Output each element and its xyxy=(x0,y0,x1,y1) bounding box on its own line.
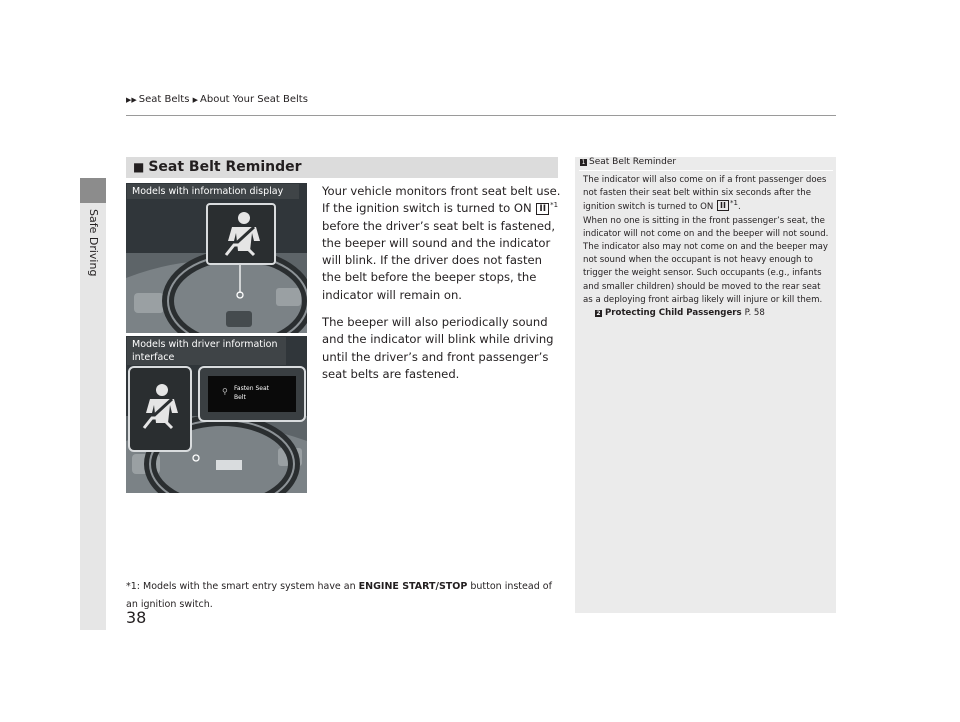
footnote-prefix: *1: Models with the smart entry system have an xyxy=(126,581,359,592)
note-body xyxy=(583,174,829,320)
multi-info-display-callout xyxy=(198,366,306,422)
breadcrumb-item-seat-belts[interactable]: Seat Belts xyxy=(138,94,190,105)
footnote-suffix: button instead of an ignition switch. xyxy=(126,581,552,610)
note-title-text: Seat Belt Reminder xyxy=(589,157,677,167)
body-text xyxy=(322,183,562,393)
display-screen xyxy=(208,376,296,412)
note-icon: 1 xyxy=(581,159,586,166)
footnote-ref: *1 xyxy=(550,201,559,210)
side-tab-label: Safe Driving xyxy=(87,209,100,277)
note-paragraph-2: When no one is sitting in the front passenger’s seat, the indicator will not come on and the beeper will not sound. The indicator also may not come on and the beeper may not sound when the occupant is not heavy enough to trigger the weight sensor. Such occupants (e.g., infants and smaller children) should be moved to the rear seat as a deploying front airbag likely will injure or kill them. xyxy=(583,215,829,305)
link-page[interactable]: P. 58 xyxy=(744,308,765,319)
link-arrow-icon: 2 xyxy=(596,310,601,318)
display-message xyxy=(234,384,269,402)
body-p1-part-a: Your vehicle monitors front seat belt use. If the ignition switch is turned to ON xyxy=(322,184,561,216)
breadcrumb-arrow-icon: ▶▶ xyxy=(126,96,137,104)
section-title-text: Seat Belt Reminder xyxy=(148,159,302,175)
note-p1-text: The indicator will also come on if a front passenger does not fasten their seat belt within six seconds after the ignition switch is turned to ON xyxy=(583,175,827,213)
breadcrumb-item-about-seat-belts[interactable]: About Your Seat Belts xyxy=(200,94,308,105)
ignition-position-key: II xyxy=(536,203,549,215)
display-message-line1: Fasten Seat xyxy=(234,385,269,392)
note-paragraph-1 xyxy=(583,174,829,215)
link-text[interactable]: Protecting Child Passengers xyxy=(605,308,742,319)
note-p1-end: . xyxy=(737,202,741,213)
breadcrumb-arrow-icon: ▶ xyxy=(192,96,199,104)
seat-belt-icon xyxy=(130,368,190,450)
section-marker-icon: ■ xyxy=(133,160,145,174)
note-divider xyxy=(579,170,833,171)
section-title xyxy=(133,157,302,178)
body-paragraph-2: The beeper will also periodically sound and the indicator will blink while driving until the driver’s and front passenger’s seat belts are fastened. xyxy=(322,315,554,381)
display-message-line2: Belt xyxy=(234,394,246,401)
seat-belt-indicator-callout xyxy=(128,366,192,452)
illustration-caption: Models with driver information interface xyxy=(127,337,286,365)
seat-belt-icon xyxy=(208,205,274,263)
cross-reference-link[interactable] xyxy=(595,307,829,320)
footnote-ref: *1 xyxy=(730,199,738,208)
footnote xyxy=(126,578,566,614)
ignition-position-key: II xyxy=(717,200,729,211)
body-paragraph-1 xyxy=(322,183,562,304)
breadcrumb xyxy=(126,94,308,105)
seat-belt-indicator-callout xyxy=(206,203,276,265)
side-tab-marker xyxy=(80,178,106,203)
illustration-driver-information-interface xyxy=(126,336,307,493)
footnote-bold: ENGINE START/STOP xyxy=(358,581,468,592)
page-number: 38 xyxy=(126,608,147,627)
seat-belt-small-icon: ⚲ xyxy=(222,387,228,396)
header-divider xyxy=(126,115,836,116)
illustration-caption: Models with information display xyxy=(127,184,299,199)
note-title xyxy=(580,157,676,167)
illustration-information-display xyxy=(126,183,307,333)
body-p1-part-b: before the driver’s seat belt is fastened, the beeper will sound and the indicator will blink. If the driver does not fasten the belt before the beeper stops, the indicator will remain on. xyxy=(322,218,556,302)
